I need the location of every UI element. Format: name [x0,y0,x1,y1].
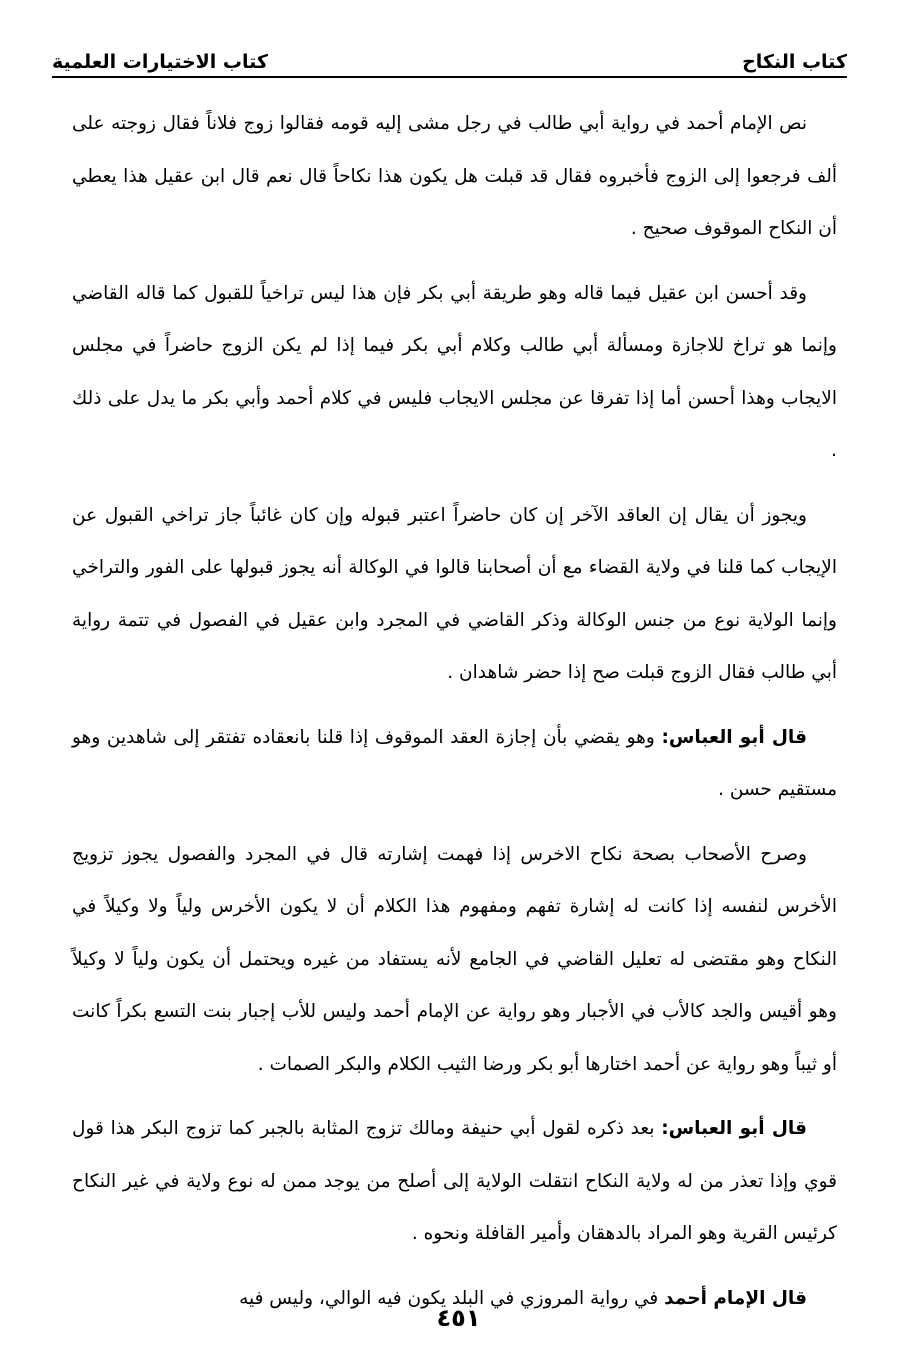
paragraph-text: وصرح الأصحاب بصحة نكاح الاخرس إذا فهمت إشارته قال في المجرد والفصول يجوز تزويج الأخرس لنفسه إذا كانت له إشارة تفهم ومفهوم هذا الكلام أن لا يكون الأخرس ولياً ولا وكيلاً في النكاح وهو مقتضى له تعليل القاضي في الجامع لأنه يستفاد من غيره ويحتمل أن يكون ولياً لا وكيلاً وهو أقيس والجد كالأب في الأجبار وهو رواية عن الإمام أحمد وليس للأب إجبار بنت التسع بكراً كانت أو ثيباً وهو رواية عن أحمد اختارها أبو بكر ورضا الثيب الكلام والبكر الصمات . [72,843,837,1075]
paragraph [72,829,837,1092]
paragraph [72,490,837,700]
paragraph [72,98,837,256]
page-header [52,38,847,78]
page-number: ٤٥١ [436,1304,481,1332]
page-body [72,98,837,1337]
paragraph-lead: قال الإمام أحمد [664,1287,807,1309]
paragraph-text: وقد أحسن ابن عقيل فيما قاله وهو طريقة أبي بكر فإن هذا ليس تراخياً للقبول كما قاله القاضي وإنما هو تراخ للاجازة ومسألة أبي طالب وكلام أبي بكر فيما إذا لم يكن الزوج حاضراً في مجلس الايجاب وهذا أحسن أما إذا تفرقا عن مجلس الايجاب فليس في كلام أحمد وأبي بكر ما يدل على ذلك . [72,282,837,461]
paragraph [72,268,837,478]
paragraph-lead: قال أبو العباس: [661,1118,807,1139]
paragraph-text: وهو يقضي بأن إجازة العقد الموقوف إذا قلنا بانعقاده تفتقر إلى شاهدين وهو مستقيم حسن . [72,726,837,800]
book-title: كتاب الاختيارات العلمية [52,51,268,73]
paragraph [72,1103,837,1261]
paragraph-text: بعد ذكره لقول أبي حنيفة ومالك تزوج المثابة بالجبر كما تزوج البكر هذا قول قوي وإذا تعذر من له ولاية النكاح انتقلت الولاية إلى أصلح من يوجد ممن له نوع ولاية في غير النكاح كرئيس القرية وهو المراد بالدهقان وأمير القافلة ونحوه . [72,1118,837,1244]
paragraph-text: في رواية المروزي في البلد يكون فيه الوالي، وليس فيه [239,1287,665,1309]
paragraph-text: نص الإمام أحمد في رواية أبي طالب في رجل مشى إليه قومه فقالوا زوج فلاناً فقال زوجته على ألف فرجعوا إلى الزوج فأخبروه فقال قد قبلت هل يكون هذا نكاحاً قال نعم قال ابن عقيل هذا يعطي أن النكاح الموقوف صحيح . [72,113,837,239]
paragraph-lead: قال أبو العباس: [661,726,807,748]
paragraph [72,712,837,817]
chapter-title: كتاب النكاح [742,51,847,73]
paragraph-text: ويجوز أن يقال إن العاقد الآخر إن كان حاضراً اعتبر قبوله وإن كان غائباً جاز تراخي القبول عن الإيجاب كما قلنا في ولاية القضاء مع أن أصحابنا قالوا في الوكالة أنه يجوز قبولها على الفور والتراخي وإنما الولاية نوع من جنس الوكالة وذكر القاضي في المجرد وابن عقيل في الفصول في تتمة رواية أبي طالب فقال الزوج قبلت صح إذا حضر شاهدان . [72,504,837,683]
